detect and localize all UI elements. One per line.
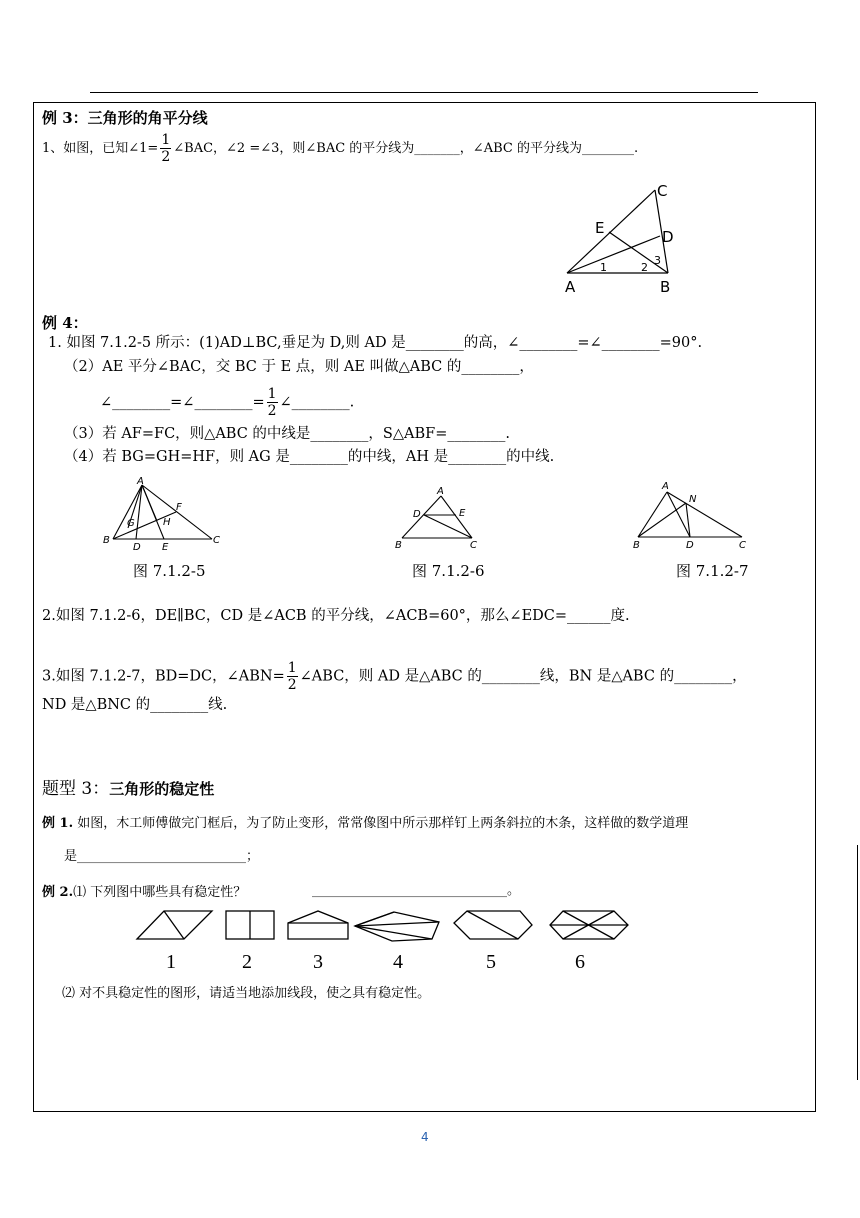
shape-label-1: 1: [166, 951, 176, 973]
example-4-line-3: [100, 386, 354, 419]
example-2-text: ⑴ 下列图中哪些具有稳定性？: [73, 885, 247, 900]
example-2-label: 例 2.: [42, 885, 74, 900]
type-3-example-2: [42, 884, 246, 902]
example-4-line-1: 1. 如图 7.1.2-5 所示：(1)AD⊥BC,垂足为 D,则 AD 是________的高，∠________=∠________=90°.: [48, 335, 703, 351]
fig3-label-b: B: [660, 278, 671, 296]
fig5-label-a: A: [137, 476, 144, 487]
question-1-text-a: 1、如图，已知∠1=: [42, 141, 159, 156]
fig3-angle-2: 2: [641, 261, 648, 274]
fig7-label-n: N: [689, 494, 697, 505]
example-4-line-2: （2）AE 平分∠BAC，交 BC 于 E 点，则 AE 叫做△ABC 的________，: [64, 359, 534, 375]
type-3-example-2-answer: ______________________________。: [312, 883, 521, 898]
fig5-label-d: D: [133, 542, 141, 553]
fraction-numerator: 1: [287, 660, 297, 676]
example-4-heading: 例 4：: [42, 314, 88, 332]
shape-label-4: 4: [393, 951, 403, 973]
line-3-text-a: ∠________=∠________=: [100, 394, 265, 411]
type-3-heading-a: 题型 3：: [42, 779, 110, 799]
figure-caption-7: 图 7.1.2-7: [676, 562, 749, 580]
example-4-line-4: （3）若 AF=FC，则△ABC 的中线是________，S△ABF=________.: [64, 426, 510, 442]
line-3-text-b: ∠________.: [279, 394, 355, 411]
fraction-half-2: [267, 386, 278, 419]
fig7-label-d: D: [686, 540, 694, 551]
fig5-label-g: G: [127, 518, 135, 529]
fig5-label-c: C: [213, 535, 220, 546]
fig6-label-c: C: [470, 540, 477, 551]
fig5-label-h: H: [163, 517, 171, 528]
page-number: 4: [421, 1130, 429, 1144]
type-3-example-1-answer: 是__________________________；: [64, 849, 260, 864]
fig6-label-d: D: [413, 509, 421, 520]
shape-3-pentagon: [288, 911, 348, 939]
fig5-label-b: B: [103, 535, 110, 546]
type-3-example-2-part-2: ⑵ 对不具稳定性的图形，请适当地添加线段，使之具有稳定性。: [62, 986, 431, 1001]
example-4-line-5: （4）若 BG=GH=HF，则 AG 是________的中线，AH 是________的中线.: [64, 449, 555, 465]
figure-caption-5: 图 7.1.2-5: [133, 562, 206, 580]
example-4-question-2: 2.如图 7.1.2-6，DE∥BC，CD 是∠ACB 的平分线，∠ACB=60°，那么∠EDC=______度.: [42, 608, 630, 624]
fig7-label-b: B: [633, 540, 640, 551]
shape-label-3: 3: [313, 951, 323, 973]
example-4-question-3: [42, 660, 747, 693]
fig6-label-e: E: [459, 508, 466, 519]
fraction-numerator: 1: [267, 386, 277, 402]
fig3-label-e: E: [595, 219, 605, 237]
example-3-heading: 例 3：三角形的角平分线: [42, 109, 208, 127]
example-1-label: 例 1.: [42, 816, 74, 831]
fraction-denominator: 2: [287, 677, 297, 693]
shape-label-2: 2: [242, 951, 252, 973]
fig5-label-e: E: [162, 542, 169, 553]
fig7-label-c: C: [739, 540, 746, 551]
fraction-denominator: 2: [161, 149, 171, 165]
fig6-label-b: B: [395, 540, 402, 551]
fig3-label-a: A: [565, 278, 576, 296]
type-3-example-1: [42, 815, 688, 833]
type-3-heading-b: 三角形的稳定性: [109, 780, 215, 798]
type-3-heading: [42, 774, 214, 799]
fig5-label-f: F: [176, 502, 182, 513]
example-1-text: 如图，木工师傅做完门框后，为了防止变形，常常像图中所示那样钉上两条斜拉的木条，这样做的数学道理: [77, 816, 689, 831]
fraction-half-3: [287, 660, 298, 693]
fig3-angle-3: 3: [654, 254, 661, 267]
shape-label-6: 6: [575, 951, 585, 973]
shape-4-polygon: [355, 912, 439, 941]
fig7-label-a: A: [662, 481, 669, 492]
fig6-label-a: A: [437, 486, 444, 497]
figure-caption-6: 图 7.1.2-6: [412, 562, 485, 580]
fig3-label-c: C: [657, 182, 668, 200]
question-3-text-a: 3.如图 7.1.2-7，BD=DC，∠ABN=: [42, 668, 285, 685]
example-4-question-3-cont: ND 是△BNC 的________线.: [42, 697, 228, 713]
fraction-denominator: 2: [267, 403, 277, 419]
fig3-label-d: D: [662, 228, 674, 246]
fraction-numerator: 1: [161, 132, 171, 148]
fig3-angle-1: 1: [600, 261, 607, 274]
question-3-text-b: ∠ABC，则 AD 是△ABC 的________线，BN 是△ABC 的________，: [299, 668, 747, 685]
question-1-text-b: ∠BAC，∠2 =∠3，则∠BAC 的平分线为_______，∠ABC 的平分线为________.: [173, 141, 639, 156]
shape-label-5: 5: [486, 951, 496, 973]
